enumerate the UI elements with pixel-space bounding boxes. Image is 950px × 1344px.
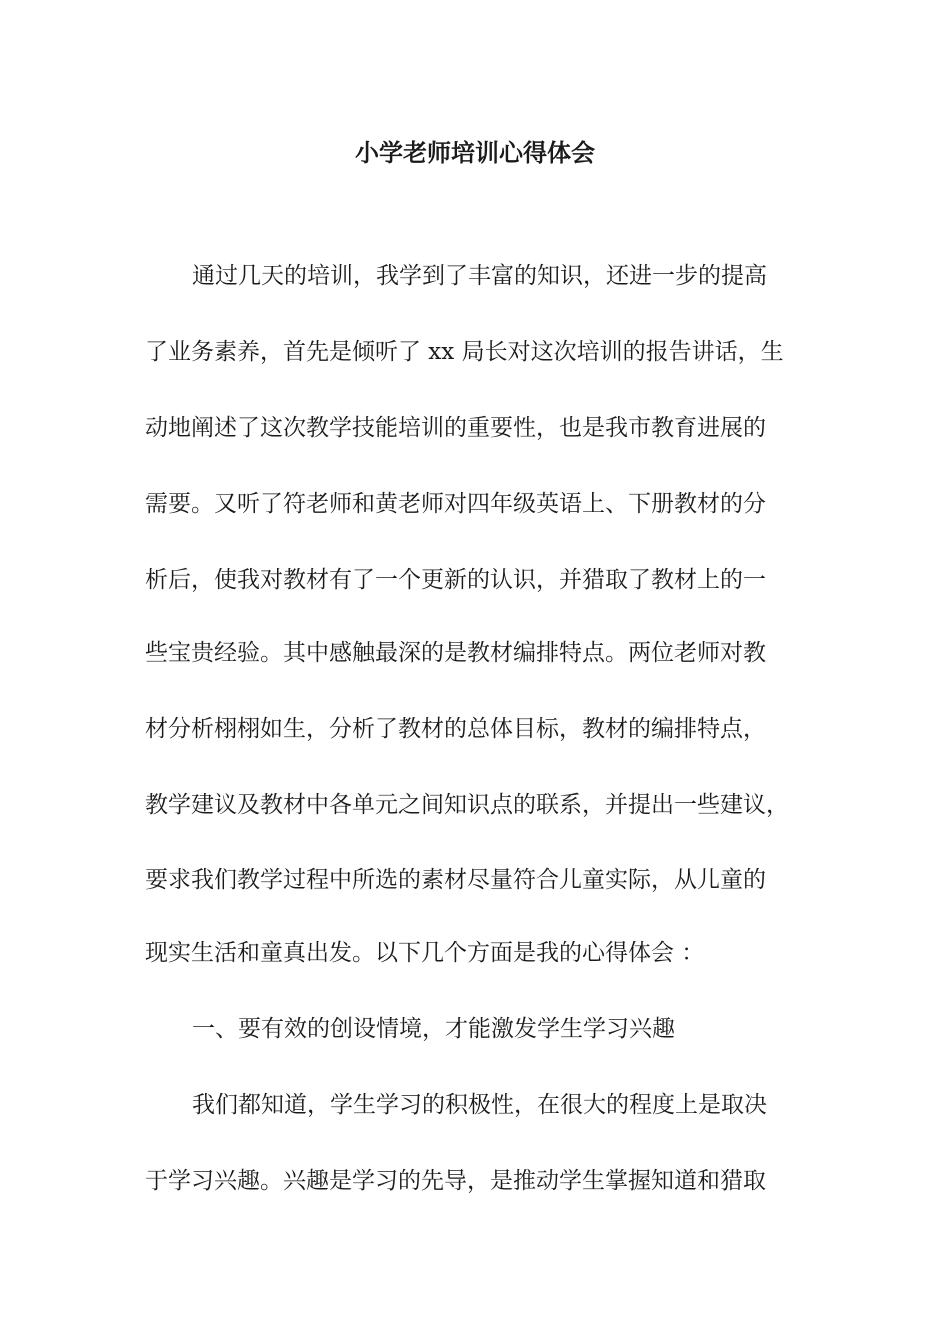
paragraph-1-line-3: 动地阐述了这次教学技能培训的重要性，也是我市教育进展的 [145,415,766,441]
paragraph-1-line-8: 教学建议及教材中各单元之间知识点的联系，并提出一些建议， [145,792,789,818]
paragraph-2-line-2: 于学习兴趣。兴趣是学习的先导，是推动学生掌握知道和猎取 [145,1168,766,1194]
paragraph-2-line-1: 我们都知道，学生学习的积极性，在很大的程度上是取决 [192,1092,767,1118]
document-title: 小学老师培训心得体会 [355,138,595,167]
paragraph-1-line-10: 现实生活和童真出发。以下几个方面是我的心得体会 ： [145,940,705,966]
section-heading-1: 一、要有效的创设情境，才能激发学生学习兴趣 [192,1016,675,1042]
paragraph-1-line-2: 了业务素养，首先是倾听了 xx 局长对这次培训的报告讲话，生 [145,339,784,365]
paragraph-1-line-9: 要求我们教学过程中所选的素材尽量符合儿童实际，从儿童的 [145,867,766,893]
paragraph-1-line-4: 需要。又听了符老师和黄老师对四年级英语上、下册教材的分 [145,491,766,517]
paragraph-1-line-6: 些宝贵经验。其中感触最深的是教材编排特点。两位老师对教 [145,640,766,666]
paragraph-1-line-5: 析后，使我对教材有了一个更新的认识，并猎取了教材上的一 [145,567,766,593]
paragraph-1-line-7: 材分析栩栩如生，分析了教材的总体目标，教材的编排特点， [145,716,766,742]
paragraph-1-line-1: 通过几天的培训，我学到了丰富的知识，还进一步的提高 [192,263,767,289]
